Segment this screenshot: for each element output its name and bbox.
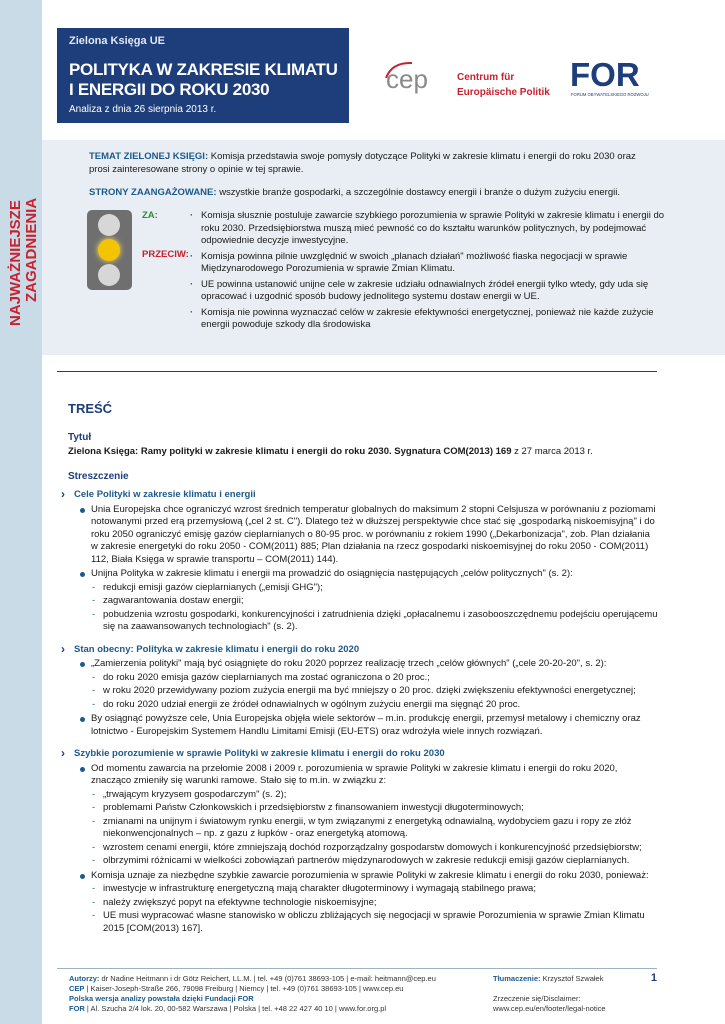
translation-label: Tłumaczenie: bbox=[493, 974, 541, 983]
pro-point: · Komisja słusznie postuluje zawarcie szybkiego porozumienia w sprawie Polityki w zakresie klimatu i energii do roku 2030. Przedsiębiorstwa muszą mieć pewność co do kształtu warunków politycznych, by podejmować odpowiednie decyzje inwestycyjne. bbox=[190, 210, 665, 248]
traffic-light-icon bbox=[87, 210, 132, 290]
topic-paragraph bbox=[89, 150, 654, 176]
bullet-item: „Zamierzenia polityki" mają być osiągnięte do roku 2020 poprzez realizację trzech „celów głównych" („cele 20-20-20", s. 2): bbox=[78, 658, 658, 671]
pro-label: ZA: bbox=[142, 210, 158, 221]
for-tagline: FORUM OBYWATELSKIEGO ROZWOJU bbox=[571, 92, 649, 97]
sub-bullet-item: - do roku 2020 emisja gazów cieplarnianych ma zostać ograniczona o 20 proc.; bbox=[92, 672, 658, 685]
bullet-item: Unia Europejska chce ograniczyć wzrost średnich temperatur globalnych do maksimum 2 stopni Celsjusza w porównaniu z poziomami notowanymi przed erą przemysłową („cel 2 st. C"). Dlatego też w dłuższej perspektywie chce stać się „gospodarką niskoemisyjną" i do roku 2050 ograniczyć emisję gazów cieplarnianych o 80-95 proc. w porównaniu z rokiem 1990 („Dekarbonizacja", zob. Plan działania w zakresie energetyki do roku 2050 - COM(2011) 885; Plan działania na rzecz gospodarki niskoemisyjnej do roku 2050 - COM(2011) 112, Biała Księga w sprawie transportu – COM(2011) 144). bbox=[78, 504, 658, 567]
cep-label: CEP bbox=[69, 984, 85, 993]
con-point: · Komisja powinna pilnie uwzględnić w swoich „planach działań" możliwość fiaska negocjacji w sprawie Międzynarodowego Porozumienia w sprawie Zmian Klimatu. bbox=[190, 251, 665, 276]
sub-bullet-item: - redukcji emisji gazów cieplarnianych („emisji GHG"); bbox=[92, 582, 658, 595]
cep-name bbox=[457, 70, 550, 100]
sub-bullet-item: - wzrostem cenami energii, które zmniejszają dochód rozporządzalny gospodarstw domowych i konkurencyjność przedsiębiorstw; bbox=[92, 842, 658, 855]
con-point: · UE powinna ustanowić unijne cele w zakresie udziału odnawialnych źródeł energii tylko wtedy, gdy uda się opracować i uzgodnić sposób budowy jednolitego systemu dostaw energii w UE. bbox=[190, 279, 665, 304]
disclaimer-link[interactable]: www.cep.eu/en/footer/legal-notice bbox=[493, 1004, 606, 1013]
key-issues-heading-2: ZAGADNIENIA bbox=[23, 197, 40, 302]
footer-credits bbox=[493, 974, 643, 1014]
topic-text: Komisja przedstawia swoje pomysły dotyczące Polityki w zakresie klimatu i energii do roku 2030 oraz prosi zainteresowane strony o opinie w tej sprawie. bbox=[89, 151, 636, 175]
sub-bullet-item: - problemami Państw Członkowskich i przedsiębiorstw z finansowaniem inwestycji długoterminowych; bbox=[92, 802, 658, 815]
sub-bullet-item: - w roku 2020 przewidywany poziom zużycia energii ma być mniejszy o 20 proc. dzięki zwiększeniu efektywności energetycznej; bbox=[92, 685, 658, 698]
pros-cons-list bbox=[190, 210, 665, 335]
cep-logo bbox=[382, 58, 452, 98]
cep-mark: cep bbox=[386, 64, 428, 94]
document-title-text: Zielona Księga: Ramy polityki w zakresie klimatu i energii do roku 2030. Sygnatura COM(2013) 169 bbox=[68, 446, 512, 457]
cep-name-line-2: Europäische Politik bbox=[457, 87, 550, 98]
topic-label: TEMAT ZIELONEJ KSIĘGI: bbox=[89, 151, 209, 162]
sub-bullet-item: - UE musi wypracować własne stanowisko w obliczu zbliżających się negocjacji w sprawie Porozumienia w sprawie Zmian Klimatu 2015 [COM(2013) 167]. bbox=[92, 910, 658, 935]
title-label: Tytuł bbox=[68, 431, 92, 443]
section-title: › Cele Polityki w zakresie klimatu i energii bbox=[56, 489, 658, 502]
sub-bullet-item: - zmianami na unijnym i światowym rynku energii, w tym związanymi z energetyką odnawialną, wydobyciem gazu i ropy ze złóż niekonwencjonalnych – np. z gazu z łupków - oraz energetyką atomową. bbox=[92, 816, 658, 841]
for-line: Polska wersja analizy powstała dzięki Fundacji FOR bbox=[69, 994, 254, 1003]
cep-address: | Kaiser-Joseph-Straße 266, 79098 Freiburg | Niemcy | tel. +49 (0)761 38693-105 | www.cep.eu bbox=[84, 984, 404, 993]
series-label: Zielona Księga UE bbox=[69, 35, 165, 47]
bullet-item: Komisja uznaje za niezbędne szybkie zawarcie porozumienia w sprawie Polityki w zakresie klimatu i energii do roku 2030, ponieważ: bbox=[78, 870, 658, 883]
for-mark: FOR bbox=[570, 56, 640, 93]
cep-name-line-1: Centrum für bbox=[457, 72, 515, 83]
section-divider bbox=[57, 371, 657, 372]
key-issues-heading-1: NAJWAŻNIEJSZE bbox=[7, 200, 24, 326]
traffic-light-bottom bbox=[98, 264, 120, 286]
content-section bbox=[68, 403, 658, 936]
page-footer bbox=[57, 968, 657, 1013]
parties-label: STRONY ZAANGAŻOWANE: bbox=[89, 187, 217, 198]
page-title: POLITYKA W ZAKRESIE KLIMATU I ENERGII DO ROKU 2030 bbox=[69, 60, 338, 99]
for-address: | Al. Szucha 2/4 lok. 20, 00-582 Warszawa | Polska | tel. +48 22 427 40 10 | www.for.org.pl bbox=[84, 1004, 387, 1013]
traffic-light-middle-active bbox=[98, 239, 120, 261]
summary-label: Streszczenie bbox=[68, 470, 129, 482]
sub-bullet-item: - „trwającym kryzysem gospodarczym" (s. 2); bbox=[92, 789, 658, 802]
bullet-item: Unijna Polityka w zakresie klimatu i energii ma prowadzić do osiągnięcia następujących „celów politycznych" (s. 2): bbox=[78, 568, 658, 581]
bullet-item: Od momentu zawarcia na przełomie 2008 i 2009 r. porozumienia w sprawie Polityki w zakresie klimatu i energii do roku 2020, znacząco zmieniły się warunki ramowe. Stało się to m.in. w związku z: bbox=[78, 763, 658, 788]
parties-paragraph bbox=[89, 186, 669, 199]
traffic-light-top bbox=[98, 214, 120, 236]
con-label: PRZECIW: bbox=[142, 249, 189, 260]
section-title: › Szybkie porozumienie w sprawie Polityki w zakresie klimatu i energii do roku 2030 bbox=[56, 748, 658, 761]
for-label: FOR bbox=[69, 1004, 85, 1013]
sub-bullet-item: - należy zwiększyć popyt na efektywne technologie niskoemisyjne; bbox=[92, 897, 658, 910]
footer-contacts bbox=[69, 974, 489, 1014]
sub-bullet-item: - pobudzenia wzrostu gospodarki, konkurencyjności i zatrudnienia dzięki „opłacalnemu i zasobooszczędnemu podejściu operującemu się na zaawansowanych technologiach" (s. 2). bbox=[92, 609, 658, 634]
content-heading: TREŚĆ bbox=[68, 401, 113, 416]
authors-label: Autorzy: bbox=[69, 974, 100, 983]
analysis-date: Analiza z dnia 26 sierpnia 2013 r. bbox=[69, 104, 217, 115]
con-point: · Komisja nie powinna wyznaczać celów w zakresie efektywności energetycznej, ponieważ nie każde zużycie energii powoduje szkody dla środowiska bbox=[190, 307, 665, 332]
document-title-date: z 27 marca 2013 r. bbox=[511, 446, 593, 457]
bullet-item: By osiągnąć powyższe cele, Unia Europejska objęła wiele sektorów – m.in. produkcję energii, przemysł metalowy i chemiczny oraz lotnictwo - Europejskim Systemem Handlu Limitami Emisji (EU-ETS) oraz wdrożyła wiele innych rozwiązań. bbox=[78, 713, 658, 738]
sub-bullet-item: - do roku 2020 udział energii ze źródeł odnawialnych w ogólnym zużyciu energii ma sięgnąć 20 proc. bbox=[92, 699, 658, 712]
sub-bullet-item: - inwestycje w infrastrukturę energetyczną mają charakter długoterminowy i wymagają stabilnego prawa; bbox=[92, 883, 658, 896]
left-stripe bbox=[0, 0, 42, 1024]
page-number: 1 bbox=[650, 972, 657, 984]
key-issues-heading bbox=[4, 160, 38, 330]
translation-text: Krzysztof Szwałek bbox=[540, 974, 604, 983]
header-band bbox=[57, 28, 349, 123]
sub-bullet-item: - olbrzymimi różnicami w wielkości zobowiązań partnerów międzynarodowych w zakresie redukcji emisji gazów cieplarnianych. bbox=[92, 855, 658, 868]
for-logo bbox=[570, 56, 658, 98]
document-title bbox=[68, 446, 658, 459]
authors-text: dr Nadine Heitmann i dr Götz Reichert, LL.M. | tel. +49 (0)761 38693-105 | e-mail: heitmann@cep.eu bbox=[99, 974, 436, 983]
section-title: › Stan obecny: Polityka w zakresie klimatu i energii do roku 2020 bbox=[56, 644, 658, 657]
disclaimer-label: Zrzeczenie się/Disclaimer: bbox=[493, 994, 581, 1003]
sub-bullet-item: - zagwarantowania dostaw energii; bbox=[92, 595, 658, 608]
parties-text: wszystkie branże gospodarki, a szczególnie dostawcy energii i branże o dużym zużyciu energii. bbox=[219, 187, 620, 198]
